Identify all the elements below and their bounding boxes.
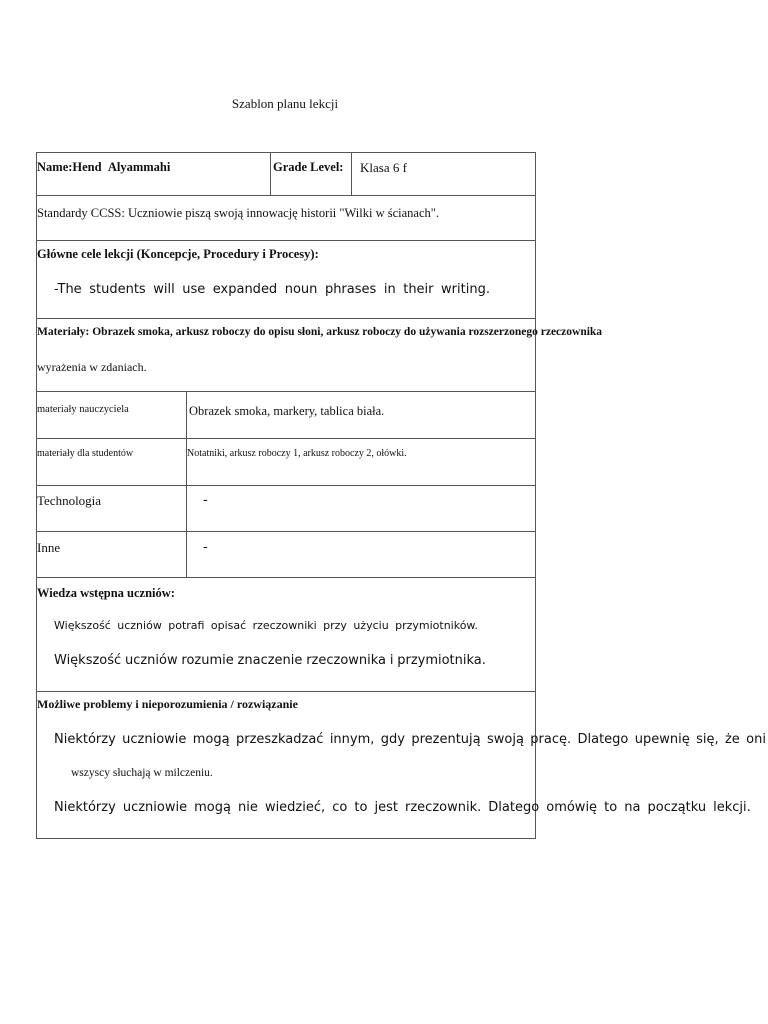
row-divider: [36, 531, 536, 532]
word: rzeczownika: [306, 653, 387, 668]
word: przeszkadzać: [235, 732, 324, 747]
word: gdy: [380, 732, 405, 747]
word: pracę.: [530, 732, 572, 747]
word: Większość: [54, 653, 122, 668]
word: to: [604, 800, 618, 815]
word: mogą: [194, 800, 231, 815]
word: in: [383, 282, 396, 297]
name-field: [37, 160, 170, 175]
word: Niektórzy: [54, 732, 116, 747]
word: że: [724, 732, 740, 747]
word: oni: [746, 732, 766, 747]
word: przy: [323, 619, 347, 632]
word: użyciu: [353, 619, 389, 632]
word: Niektórzy: [54, 800, 116, 815]
word: phrases: [324, 282, 377, 297]
word: to: [354, 800, 368, 815]
teacher-materials-value: Obrazek smoka, markery, tablica biała.: [189, 404, 385, 418]
word: rzeczowniki: [252, 619, 317, 632]
problem-2-text: [54, 800, 751, 816]
word: nie: [238, 800, 258, 815]
other-label: Inne: [37, 540, 61, 555]
word: Dlatego: [577, 732, 629, 747]
row-divider: [36, 195, 536, 196]
word: Dlatego: [488, 800, 540, 815]
row-divider: [36, 577, 536, 578]
other-value: -: [203, 540, 208, 555]
word: rozumie: [181, 653, 234, 668]
word: rzeczownik.: [405, 800, 482, 815]
name-label: Name:Hend: [37, 160, 102, 174]
word: lekcji.: [713, 800, 751, 815]
word: na: [624, 800, 641, 815]
teacher-materials-label: materiały nauczyciela: [37, 404, 129, 415]
word: their: [403, 282, 434, 297]
prior-knowledge-heading: Wiedza wstępna uczniów:: [37, 586, 175, 600]
word: upewnię: [634, 732, 690, 747]
word: potrafi: [168, 619, 205, 632]
column-divider: [270, 152, 271, 195]
row-divider: [36, 485, 536, 486]
problem-1-continuation: wszyscy słuchają w milczeniu.: [71, 767, 213, 779]
technology-label: Technologia: [37, 493, 102, 508]
word: swoją: [486, 732, 524, 747]
technology-value: -: [203, 493, 208, 508]
word: początku: [647, 800, 707, 815]
word: uczniów: [117, 619, 162, 632]
column-divider: [351, 152, 352, 195]
grade-label: Grade Level:: [273, 160, 344, 174]
objective-item: [54, 282, 490, 298]
grade-value: Klasa 6 f: [360, 160, 407, 175]
word: use: [182, 282, 206, 297]
word: jest: [374, 800, 398, 815]
prior-knowledge-line-1: [54, 619, 478, 632]
word: -The: [54, 282, 82, 297]
word: uczniów: [124, 653, 178, 668]
word: writing.: [441, 282, 490, 297]
row-divider: [36, 318, 536, 319]
materials-heading-cont: wyrażenia w zdaniach.: [37, 360, 147, 374]
word: przymiotników.: [395, 619, 478, 632]
row-divider: [36, 391, 536, 392]
word: przymiotnika.: [397, 653, 486, 668]
problems-heading: Możliwe problemy i nieporozumienia / rozwiązanie: [37, 697, 298, 711]
word: i: [389, 653, 394, 668]
column-divider: [186, 391, 187, 577]
row-divider: [36, 691, 536, 692]
page-title: Szablon planu lekcji: [231, 96, 339, 111]
word: prezentują: [411, 732, 481, 747]
name-value: Alyammahi: [107, 160, 171, 174]
word: mogą: [192, 732, 230, 747]
materials-heading: Materiały: Obrazek smoka, arkusz roboczy do opisu słoni, arkusz roboczy do używania rozszerzonego rzeczownika: [37, 326, 603, 338]
word: will: [153, 282, 175, 297]
word: uczniowie: [122, 732, 187, 747]
student-materials-value: Notatniki, arkusz roboczy 1, arkusz roboczy 2, ołówki.: [187, 448, 407, 459]
problem-1-text: [54, 732, 766, 748]
prior-knowledge-line-2: [54, 653, 486, 669]
word: Większość: [54, 619, 111, 632]
word: co: [332, 800, 348, 815]
objectives-heading: Główne cele lekcji (Koncepcje, Procedury i Procesy):: [37, 247, 319, 261]
word: students: [89, 282, 146, 297]
word: opisać: [210, 619, 247, 632]
word: się,: [696, 732, 719, 747]
word: uczniowie: [122, 800, 188, 815]
word: wiedzieć,: [264, 800, 326, 815]
word: noun: [284, 282, 318, 297]
row-divider: [36, 240, 536, 241]
word: expanded: [212, 282, 278, 297]
row-divider: [36, 438, 536, 439]
student-materials-label: materiały dla studentów: [37, 448, 134, 459]
word: znaczenie: [237, 653, 303, 668]
word: innym,: [329, 732, 375, 747]
word: omówię: [546, 800, 598, 815]
standards-text: Standardy CCSS: Uczniowie piszą swoją innowację historii "Wilki w ścianach".: [37, 206, 439, 220]
